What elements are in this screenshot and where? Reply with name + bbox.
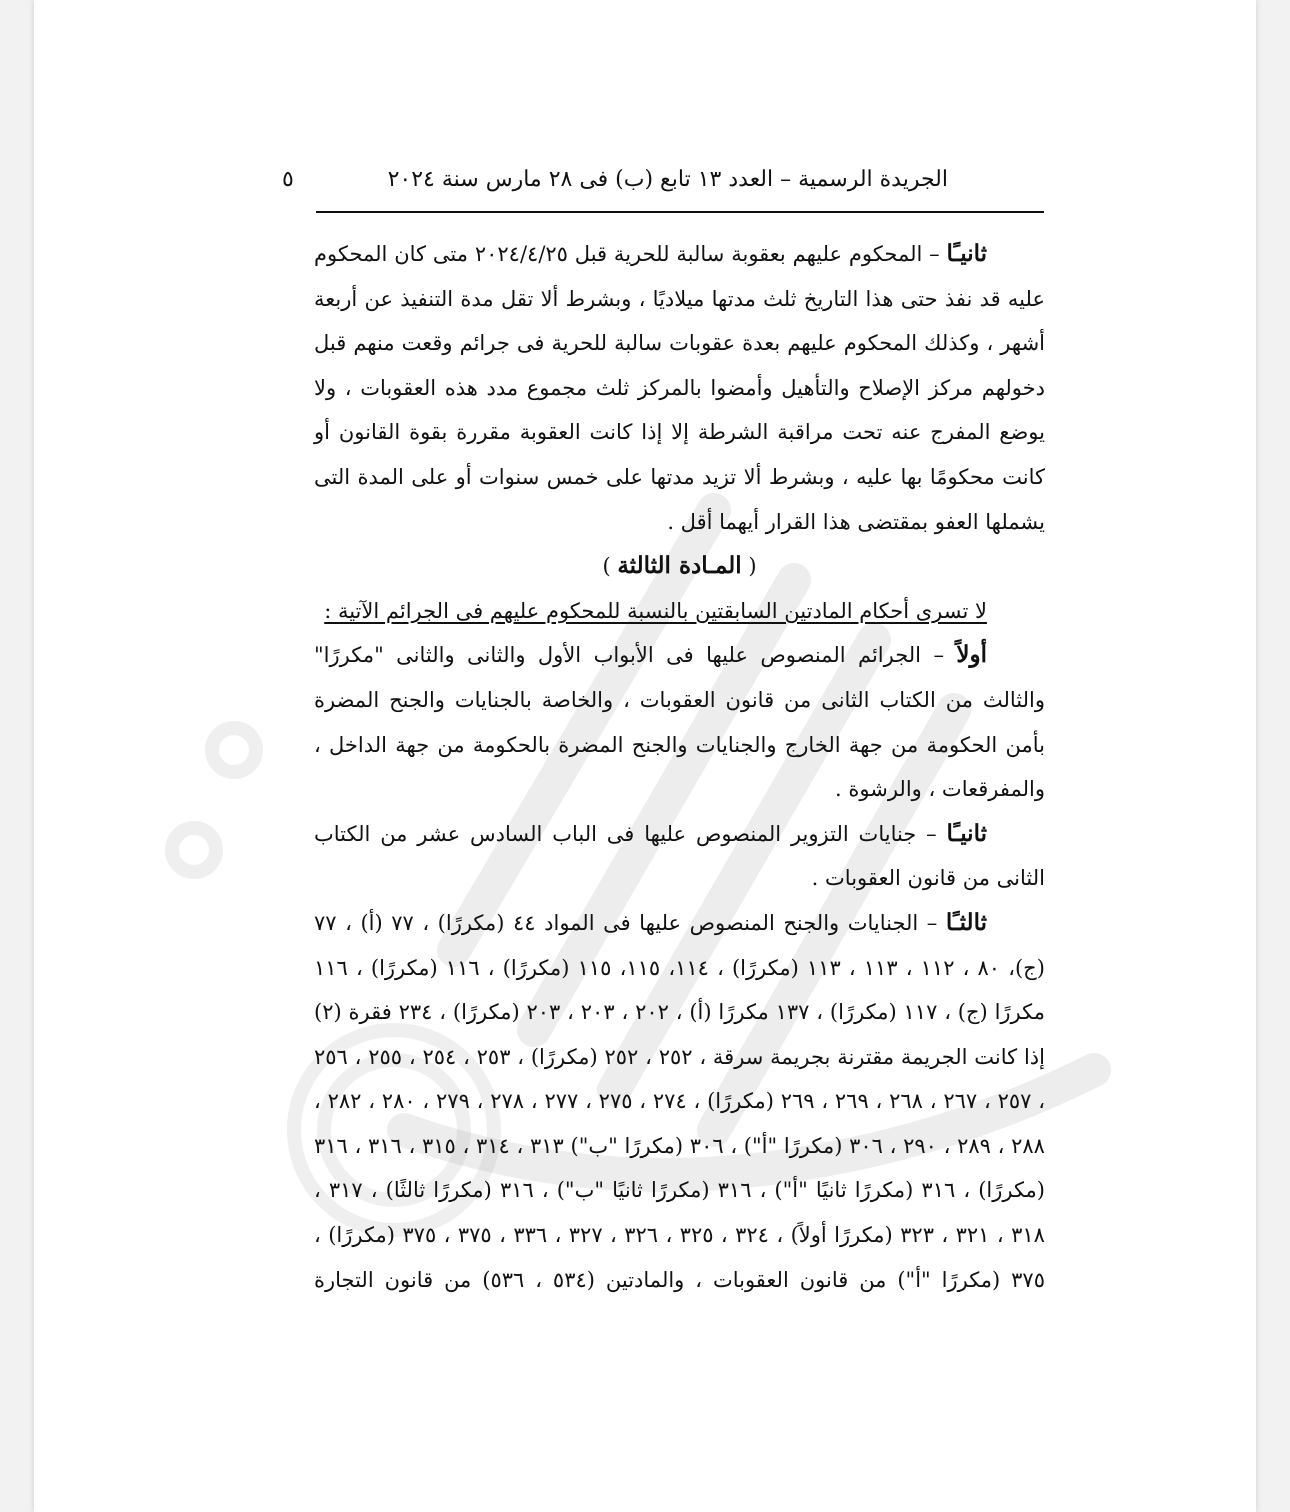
- paragraph-first-exclusion: [314, 633, 1045, 811]
- page-number: ٥: [282, 167, 294, 192]
- paragraph-second-exclusion: [314, 812, 1045, 901]
- paragraph-third-exclusion: [314, 901, 1045, 1302]
- clause-text-third: – الجنايات والجنح المنصوص عليها فى المواد ٤٤ (مكررًا) ، ٧٧ (أ) ، ٧٧ (ج)، ٨٠ ، ١١٢ ، ١١٣ ، ١١٣ (مكررًا) ، ١١٤، ١١٥، ١١٥ (مكررًا) ، ١١٦ (مكررًا) ، ١١٦ مكررًا (ج) ، ١١٧ (مكررًا) ، ١٣٧ مكررًا (أ) ، ٢٠٢ ، ٢٠٣ ، ٢٠٣ (مكررًا) ، ٢٣٤ فقرة (٢) إذا كانت الجريمة مقترنة بجريمة سرقة ، ٢٥٢ ، ٢٥٢ (مكررًا) ، ٢٥٣ ، ٢٥٤ ، ٢٥٥ ، ٢٥٦ ، ٢٥٧ ، ٢٦٧ ، ٢٦٨ ، ٢٦٩ ، ٢٦٩ (مكررًا) ، ٢٧٤ ، ٢٧٥ ، ٢٧٧ ، ٢٧٨ ، ٢٧٩ ، ٢٨٠ ، ٢٨٢ ، ٢٨٨ ، ٢٨٩ ، ٢٩٠ ، ٣٠٦ (مكررًا "أ") ، ٣٠٦ (مكررًا "ب") ٣١٣ ، ٣١٤ ، ٣١٥ ، ٣١٦ ، ٣١٦ (مكررًا) ، ٣١٦ (مكررًا ثانيًا "أ") ، ٣١٦ (مكررًا ثانيًا "ب") ، ٣١٦ (مكررًا ثالثًا) ، ٣١٧ ، ٣١٨ ، ٣٢١ ، ٣٢٣ (مكررًا أولاً) ، ٣٢٤ ، ٣٢٥ ، ٣٢٦ ، ٣٢٧ ، ٣٣٦ ، ٣٧٥ ، ٣٧٥ (مكررًا) ، ٣٧٥ (مكررًا "أ") من قانون العقوبات ، والمادتين (٥٣٤ ، ٥٣٦) من قانون التجارة: [314, 910, 1045, 1292]
- page-header: [282, 163, 1012, 201]
- document-page: [34, 0, 1256, 1512]
- heading-close-paren: ): [602, 554, 618, 579]
- clause-text-first: – الجرائم المنصوص عليها فى الأبواب الأول والثانى والثانى "مكررًا" والثالث من الكتاب الثانى من قانون العقوبات ، والخاصة بالجنايات والجنح المضرة بأمن الحكومة من جهة الخارج والجنايات والجنح المضرة بالحكومة من جهة الداخل ، والمفرقعات ، والرشوة .: [314, 643, 1045, 802]
- heading-open-paren: (: [741, 554, 757, 579]
- clause-text-second-exclusion: – جنايات التزوير المنصوص عليها فى الباب السادس عشر من الكتاب الثانى من قانون العقوبات .: [314, 821, 1045, 891]
- clause-lead-second: ثانيـًا: [946, 240, 988, 267]
- article-intro: [314, 589, 1045, 634]
- article-three-title: المـادة الثالثة: [617, 552, 742, 580]
- clause-text-second: – المحكوم عليهم بعقوبة سالبة للحرية قبل ٢٠٢٤/٤/٢٥ متى كان المحكوم عليه قد نفذ حتى هذا التاريخ ثلث مدتها ميلاديًا ، وبشرط ألا تقل مدة التنفيذ عن أربعة أشهر ، وكذلك المحكوم عليهم بعدة عقوبات سالبة للحرية فى جرائم وقعت منهم قبل دخولهم مركز الإصلاح والتأهيل وأمضوا بالمركز ثلث مجموع مدد هذه العقوبات ، ولا يوضع المفرج عنه تحت مراقبة الشرطة إلا إذا كانت العقوبة مقررة بقوة القانون أو كانت محكومًا بها عليه ، وبشرط ألا تزيد مدتها على خمس سنوات أو على المدة التى يشملها العفو بمقتضى هذا القرار أيهما أقل .: [314, 242, 1045, 534]
- clause-lead-first: أولاً: [956, 641, 987, 669]
- article-intro-text: لا تسرى أحكام المادتين السابقتين بالنسبة للمحكوم عليهم فى الجرائم الآتية :: [324, 598, 987, 623]
- document-body: [314, 232, 1045, 1302]
- header-divider: [316, 211, 1044, 213]
- paragraph-second-clause: [314, 232, 1045, 544]
- article-heading: [314, 544, 1045, 589]
- clause-lead-third: ثالثـًا: [945, 908, 987, 936]
- gazette-title: الجريدة الرسمية – العدد ١٣ تابع (ب) فى ٢٨ مارس سنة ٢٠٢٤: [387, 167, 948, 192]
- clause-lead-second-exclusion: ثانيـًا: [946, 819, 987, 847]
